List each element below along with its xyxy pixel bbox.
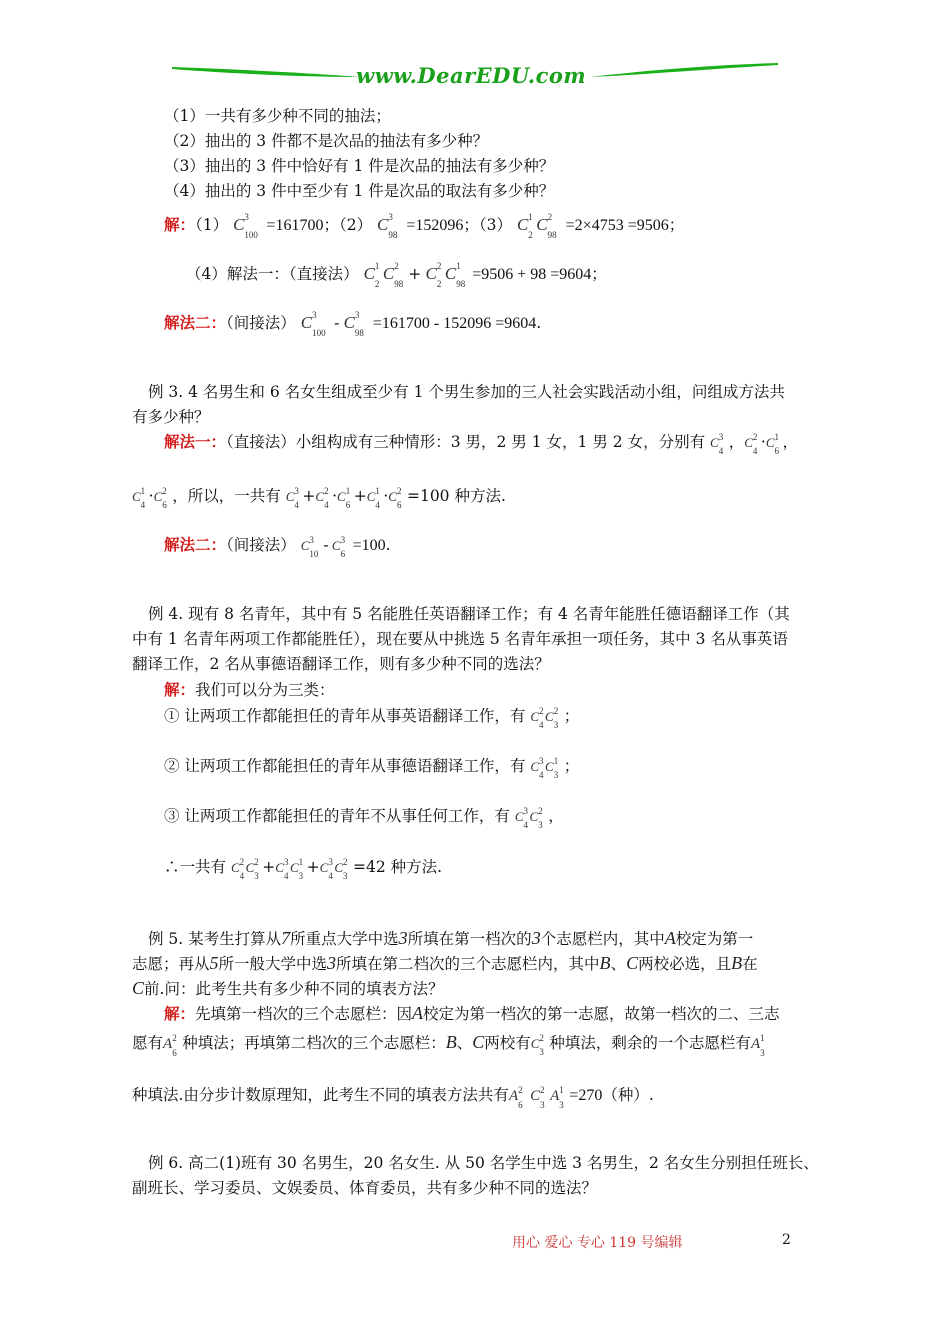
ex5-text-f: 志愿；再从 — [132, 955, 210, 973]
solution-label-ex4: 解： — [164, 680, 196, 699]
combination-c-3-2-ex5: C 2 3 — [530, 1033, 544, 1057]
result-3: =2×4753 =9506 — [565, 217, 669, 234]
ex5-text-d: 个志愿栏内，其中 — [540, 930, 665, 948]
school-c2: C — [132, 978, 145, 998]
case-2-text: ② 让两项工作都能担任的青年从事德语翻译工作，有 — [164, 757, 526, 775]
example-5-line-2 — [132, 953, 758, 974]
ex5-sol-f: 种填法，剩余的一个志愿栏有 — [549, 1034, 751, 1052]
example-4-line-2: 中有 1 名青年两项工作都能胜任），现在要从中挑选 5 名青年承担一项任务，其中 3 名从事英语 — [132, 630, 788, 648]
school-b3: B — [445, 1032, 457, 1052]
combination-b: C 2 3 — [245, 857, 259, 881]
solution-label-ex5: 解： — [164, 1004, 196, 1023]
ex5-sol-a: 先填第一档次的三个志愿栏：因 — [195, 1005, 413, 1023]
example-4-case-1: ① 让两项工作都能担任的青年从事英语翻译工作，有 C 2 4 C 2 3 ； — [164, 706, 580, 730]
question-4: （4）抽出的 3 件中至少有 1 件是次品的取法有多少种？ — [164, 182, 555, 200]
combination-c-100-3: C 3 100 — [233, 212, 258, 240]
example-5-line-5 — [132, 1032, 765, 1058]
solution-label: 解： — [164, 215, 196, 234]
combination-c-100-3b: C 3 100 — [300, 310, 326, 338]
period-ex3: . — [385, 536, 391, 554]
ex5-text-i: 两校必选，且 — [638, 955, 732, 973]
combination-c-4-2b: C 2 4 — [315, 486, 329, 510]
combination-c-6-3: C 3 6 — [328, 535, 346, 559]
combination-c-4-1: C 1 4 — [132, 486, 146, 510]
ex5-text-g: 所一般大学中选 — [218, 955, 328, 973]
case-3-text: ③ 让两项工作都能担任的青年不从事任何工作，有 — [164, 807, 510, 825]
question-3: （3）抽出的 3 件中恰好有 1 件是次品的抽法有多少种？ — [164, 157, 555, 175]
combination-c-4-3b: C 3 4 — [285, 486, 299, 510]
result-2: =152096 — [406, 217, 464, 234]
example-5-line-1 — [148, 928, 753, 949]
combination-c: C 3 4 — [275, 857, 289, 881]
combination-c-98-2: C 2 98 — [536, 212, 557, 240]
combination-c-3-2-ex5b: C 2 3 — [530, 1085, 545, 1110]
indirect-label: （间接法） — [226, 314, 296, 332]
combination-e: C 3 4 — [319, 857, 333, 881]
combination-c-6-1b: C 1 6 — [337, 486, 351, 510]
school-a: A — [664, 928, 676, 948]
result-1: =161700 — [266, 217, 324, 234]
num-5: 5 — [209, 953, 219, 973]
num-3b: 3 — [531, 928, 541, 948]
example-4-line-1: 例 4. 现有 8 名青年，其中有 5 名能胜任英语翻译工作；有 4 名青年能胜任德语翻译工作（其 — [148, 605, 790, 623]
combination-c-10-3: C 3 10 — [300, 535, 319, 559]
combination-d: C 1 3 — [289, 857, 304, 881]
ex5-sol-c: 愿有 — [132, 1034, 164, 1052]
indirect-text: （间接法） — [226, 536, 296, 554]
part-1-label: （1） — [195, 216, 229, 234]
example-5-line-6 — [132, 1085, 654, 1110]
combination-c-4-3-ex4: C 3 4 — [530, 756, 544, 780]
case-1-text: ① 让两项工作都能担任的青年从事英语翻译工作，有 — [164, 707, 526, 725]
right-swoosh — [590, 63, 778, 77]
result-ex3: =100 — [352, 537, 386, 554]
ex5-text-a: 例 5. 某考生打算从 — [148, 930, 282, 948]
example-3-line-1: 例 3. 4 名男生和 6 名女生组成至少有 1 个男生参加的三人社会实践活动小组，问组成方法共 — [148, 383, 785, 401]
combination-c-2-1: C 1 2 — [516, 212, 533, 240]
combination-c-6-2: C 2 6 — [153, 486, 167, 510]
method-one-text: （直接法）小组构成有三种情形：3 男，2 男 1 女，1 男 2 女，分别有 — [226, 433, 706, 451]
combination-a: C 2 4 — [230, 857, 245, 881]
ex5-sol-b: 校定为第一档次的第一志愿，故第一档次的二、三志 — [423, 1005, 780, 1023]
example-5-line-3 — [132, 978, 443, 999]
num-3c: 3 — [327, 953, 337, 973]
so-text: ，所以，一共有 — [172, 487, 281, 505]
permutation-a-3-1: A 1 3 — [750, 1033, 765, 1058]
example-6-line-1: 例 6. 高二(1)班有 30 名男生，20 名女生. 从 50 名学生中选 3 名男生，2 名女生分别担任班长、 — [148, 1154, 819, 1172]
part-2-label: ；（2） — [323, 216, 373, 234]
permutation-a-3-1b: A 1 3 — [550, 1085, 564, 1110]
footer-note: 用心 爱心 专心 119 号编辑 — [512, 1235, 683, 1251]
method-two-label: 解法二： — [164, 313, 227, 332]
combination-c-4-3: C 3 4 — [710, 432, 724, 456]
header — [170, 55, 780, 95]
combination-c-3-2-ex4b: C 2 3 — [529, 806, 543, 830]
page-number: 2 — [782, 1232, 791, 1248]
num-3: 3 — [398, 928, 408, 948]
combination-c-6-2b: C 2 6 — [388, 486, 402, 510]
combination-c-4-2: C 2 4 — [744, 432, 758, 456]
combination-f: C 2 3 — [334, 857, 348, 881]
ex5-question: 前.问：此考生共有多少种不同的填表方法？ — [144, 980, 444, 998]
ex5-text-b: 所重点大学中选 — [290, 930, 399, 948]
left-swoosh — [172, 67, 360, 77]
total-label: ∴一共有 — [164, 858, 227, 876]
example-4-line-3: 翻译工作，2 名从事德语翻译工作，则有多少种不同的选法？ — [132, 655, 550, 673]
example-3-solution-3: 解法二：（间接法） C 3 10 - C 3 6 =100. — [164, 535, 391, 559]
school-b2: B — [731, 953, 743, 973]
solution-4-direct: （4）解法一：（直接法） C 1 2 C 2 98 + C 2 2 C 1 98 =9506 + 98 =9604； — [186, 261, 607, 289]
part-3-label: ；（3） — [463, 216, 513, 234]
permutation-a-6-2b: A 2 6 — [508, 1085, 523, 1110]
example-3-solution-2: C 1 4 ·C 2 6 ，所以，一共有 C 3 4 +C 2 4 ·C 1 6 +C 1 4 ·C 2 6 =100 种方法. — [132, 486, 506, 510]
solution-1-line — [164, 212, 685, 240]
combination-c-98-3b: C 3 98 — [339, 310, 364, 338]
method-one-label: 解法一： — [164, 432, 227, 451]
solution-4-indirect: 解法二：（间接法） C 3 100 - C 3 98 =161700 - 152096 =9604. — [164, 310, 542, 338]
example-4-case-3: ③ 让两项工作都能担任的青年不从事任何工作，有 C 3 4 C 2 3 ， — [164, 806, 564, 830]
school-a2: A — [412, 1003, 424, 1023]
question-1: （1）一共有多少种不同的抽法； — [164, 107, 391, 125]
school-c: C — [626, 953, 639, 973]
intro-text: 我们可以分为三类： — [195, 681, 335, 699]
combination-c-3-2-ex4: C 2 3 — [545, 706, 559, 730]
combination-c-4-1b: C 1 4 — [366, 486, 380, 510]
result-5: =161700 - 152096 =9604 — [372, 315, 537, 332]
example-4-case-2: ② 让两项工作都能担任的青年从事德语翻译工作，有 C 3 4 C 1 3 ； — [164, 756, 580, 780]
combination-c-2-1b: C 1 2 — [363, 261, 380, 289]
result-ex5: =270 — [569, 1087, 603, 1104]
combination-c-3-1-ex4: C 1 3 — [545, 756, 559, 780]
total-result: =42 种方法. — [352, 858, 443, 876]
semicolon: ； — [668, 216, 685, 234]
combination-c-6-1: C 1 6 — [765, 432, 779, 456]
example-4-intro — [164, 680, 335, 700]
ex5-text-j: 在 — [742, 955, 758, 973]
example-5-line-4 — [164, 1003, 780, 1024]
semicolon-4: ； — [591, 265, 607, 283]
combination-c-4-2-ex4: C 2 4 — [530, 706, 544, 730]
combination-c-2-2: C 2 2 — [421, 261, 442, 289]
period: . — [536, 314, 542, 332]
school-b: B — [599, 953, 611, 973]
example-4-total: ∴一共有 C 2 4 C 2 3 +C 3 4 C 1 3 +C 3 4 C 2 3 =42 种方法. — [164, 857, 443, 881]
combination-c-98-3: C 3 98 — [377, 212, 398, 240]
ex5-text-h: 所填在第二档次的三个志愿栏内，其中 — [336, 955, 600, 973]
ex5-unit: （种）. — [602, 1086, 654, 1104]
ex5-sol-d: 种填法；再填第二档次的三个志愿栏： — [182, 1034, 446, 1052]
ex5-sol-g: 种填法.由分步计数原理知，此考生不同的填表方法共有 — [132, 1086, 509, 1104]
num-7: 7 — [281, 928, 291, 948]
combination-c-98-1: C 1 98 — [444, 261, 466, 289]
ex5-text-e: 校定为第一 — [675, 930, 754, 948]
method-two-label-ex3: 解法二： — [164, 535, 227, 554]
example-6-line-2: 副班长、学习委员、文娱委员、体育委员，共有多少种不同的选法？ — [132, 1179, 598, 1197]
separator-2: 、 — [456, 1034, 473, 1052]
ex5-text-c: 所填在第一档次的 — [407, 930, 532, 948]
result-4: =9506 + 98 =9604 — [472, 266, 592, 283]
part-4-label: （4）解法一：（直接法） — [186, 265, 359, 283]
school-c3: C — [472, 1032, 485, 1052]
site-logo-text: www.DearEDU.com — [356, 63, 587, 88]
total-text: =100 种方法. — [406, 487, 506, 505]
example-3-line-2: 有多少种？ — [132, 408, 210, 426]
combination-c-4-3-ex4b: C 3 4 — [514, 806, 529, 830]
permutation-a-6-2: A 2 6 — [163, 1033, 177, 1058]
question-2: （2）抽出的 3 件都不是次品的抽法有多少种？ — [164, 132, 489, 150]
separator: 、 — [610, 955, 627, 973]
ex5-sol-e: 两校有 — [484, 1034, 531, 1052]
combination-c-98-2b: C 2 98 — [382, 261, 404, 289]
example-3-solution-1: 解法一：（直接法）小组构成有三种情形：3 男，2 男 1 女，1 男 2 女，分别有 C 3 4 ，C 2 4 ·C 1 6 ， — [164, 432, 798, 456]
